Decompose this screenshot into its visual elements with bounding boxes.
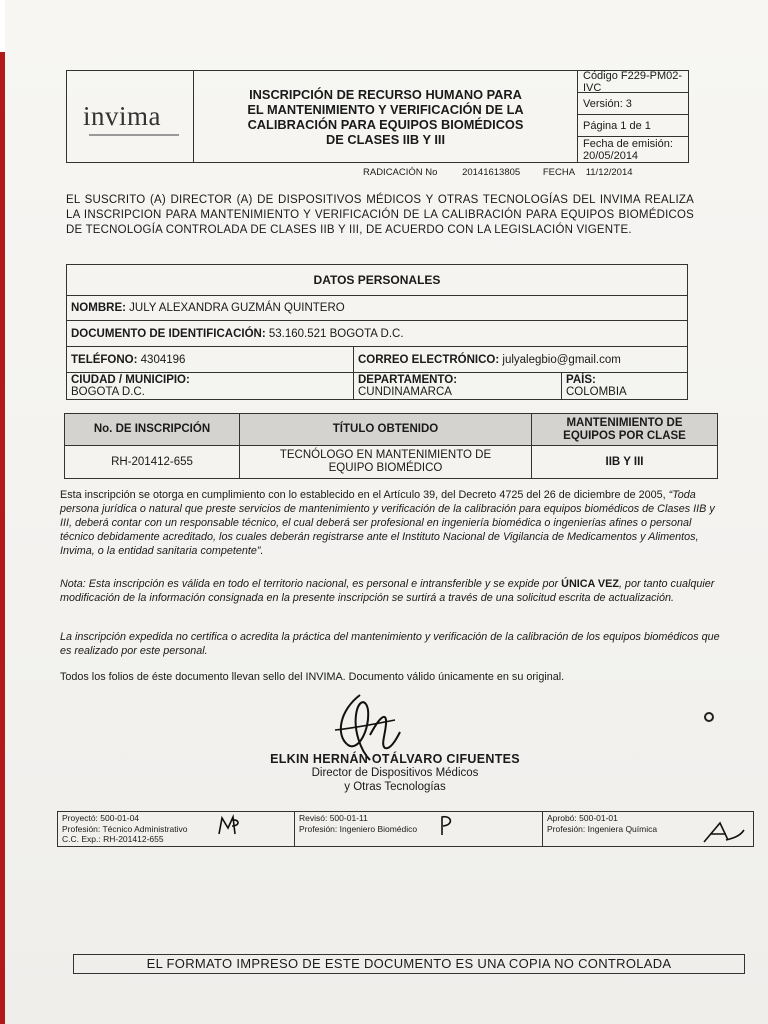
ciudad-value: BOGOTA D.C.	[71, 386, 145, 398]
invima-logo: invima	[83, 101, 161, 131]
signer-role-line1: Director de Dispositivos Médicos	[311, 767, 479, 779]
signer-block	[225, 752, 565, 794]
cell-clases: IIB Y III	[605, 455, 644, 468]
radicado-label: RADICACIÓN No	[363, 167, 438, 178]
nombre-label: NOMBRE:	[71, 302, 126, 314]
initials-mark-2	[436, 813, 456, 837]
departamento-label: DEPARTAMENTO:	[358, 374, 458, 386]
correo-label: CORREO ELECTRÓNICO:	[358, 354, 500, 366]
document-header	[66, 70, 689, 163]
articulo-lead: Esta inscripción se otorga en cumplimiento con lo establecido en el Artículo 39, del Decreto 4725 del 26 de diciembre de 2005,	[60, 489, 666, 501]
datos-heading: DATOS PERSONALES	[67, 265, 687, 296]
radicado-fecha-label: FECHA	[542, 167, 576, 178]
proyecto-line3: C.C. Exp.: RH-201412-655	[62, 834, 164, 844]
proyecto-cell	[58, 812, 295, 846]
nota-lead: Nota: Esta inscripción es válida en todo el territorio nacional, es personal e intransferible y se expide por	[60, 578, 559, 590]
contacto-row	[67, 347, 687, 373]
paragraph-certifica	[60, 630, 720, 658]
datos-personales-table	[66, 264, 688, 400]
certifica-text: La inscripción expedida no certifica o acredita la práctica del mantenimiento y verificación de la calibración de los equipos biomédicos que es realizado por este personal.	[60, 631, 720, 657]
paragraph-folios: Todos los folios de éste documento llevan sello del INVIMA. Documento válido únicamente en su original.	[60, 671, 565, 683]
approval-footer	[57, 811, 754, 847]
radicado-line	[363, 167, 641, 178]
title-cell	[194, 71, 578, 162]
reviso-line2: Profesión: Ingeniero Biomédico	[299, 823, 418, 834]
nombre-value: JULY ALEXANDRA GUZMÁN QUINTERO	[129, 302, 345, 314]
copy-notice: EL FORMATO IMPRESO DE ESTE DOCUMENTO ES UNA COPIA NO CONTROLADA	[73, 954, 745, 974]
paragraph-articulo	[60, 488, 720, 558]
version: Versión: 3	[578, 93, 688, 115]
pagina: Página 1 de 1	[578, 115, 688, 137]
nota-tail: , por tanto cualquier modificación de la información consignada en la presente inscripción se surtirá a través de una solicitud escrita de actualización.	[60, 578, 715, 604]
stain-mark	[702, 710, 716, 724]
pais-value: COLOMBIA	[566, 386, 627, 398]
logo-cell	[67, 71, 194, 162]
paragraph-nota	[60, 577, 720, 605]
reviso-cell	[295, 812, 543, 846]
radicado-number: 20141613805	[462, 167, 521, 178]
codigo: Código F229-PM02-IVC	[578, 71, 688, 93]
logo-underline	[89, 134, 179, 136]
signer-role-line2: y Otras Tecnologías	[344, 781, 446, 793]
col-header-titulo: TÍTULO OBTENIDO	[240, 414, 532, 446]
documento-row	[67, 321, 687, 347]
nombre-row	[67, 296, 687, 321]
signer-name: ELKIN HERNÁN OTÁLVARO CIFUENTES	[270, 752, 520, 766]
ciudad-label: CIUDAD / MUNICIPIO:	[71, 374, 190, 386]
pais-label: PAÍS:	[566, 374, 596, 386]
intro-paragraph: EL SUSCRITO (A) DIRECTOR (A) DE DISPOSITIVOS MÉDICOS Y OTRAS TECNOLOGÍAS DEL INVIMA REALIZA LA INSCRIPCION PARA MANTENIMIENTO Y VERIFICACIÓN DE LA CALIBRACIÓN PARA EQUIPOS BIOMÉDICOS DE TECNOLOGÍA CONTROLADA DE CLASES IIB Y III, DE ACUERDO CON LA LEGISLACIÓN VIGENTE.	[66, 194, 694, 236]
col-header-mantenimiento: MANTENIMIENTO DE EQUIPOS POR CLASE	[532, 414, 717, 446]
initials-mark-1	[216, 814, 242, 838]
cell-titulo: TECNÓLOGO EN MANTENIMIENTO DE EQUIPO BIOMÉDICO	[240, 446, 532, 478]
telefono-value: 4304196	[140, 354, 186, 366]
fecha-emision-label: Fecha de emisión:	[583, 138, 673, 150]
correo-value: julyalegbio@gmail.com	[502, 354, 621, 366]
initials-mark-3	[702, 820, 746, 846]
radicado-fecha: 11/12/2014	[585, 167, 633, 178]
document-title: INSCRIPCIÓN DE RECURSO HUMANO PARA EL MANTENIMIENTO Y VERIFICACIÓN DE LA CALIBRACIÓN PARA EQUIPOS BIOMÉDICOS DE CLASES IIB Y III	[247, 86, 524, 147]
cell-inscripcion: RH-201412-655	[65, 446, 240, 478]
documento-label: DOCUMENTO DE IDENTIFICACIÓN:	[71, 328, 266, 340]
aprobo-line1: Aprobó: 500-01-01	[547, 813, 618, 823]
departamento-value: CUNDINAMARCA	[358, 386, 452, 398]
nota-bold: ÚNICA VEZ	[561, 578, 619, 590]
telefono-label: TELÉFONO:	[71, 354, 138, 366]
meta-cell	[578, 71, 688, 162]
fecha-emision	[578, 137, 688, 162]
fecha-emision-value: 20/05/2014	[583, 150, 639, 162]
reviso-line1: Revisó: 500-01-11	[299, 813, 368, 823]
documento-value: 53.160.521 BOGOTA D.C.	[268, 328, 404, 340]
inscripcion-table	[64, 413, 718, 479]
proyecto-line2: Profesión: Técnico Administrativo	[62, 823, 188, 834]
col-header-inscripcion: No. DE INSCRIPCIÓN	[65, 414, 240, 446]
articulo-quote: “Toda persona jurídica o natural que preste servicios de mantenimiento y verificación de la calibración para equipos biomédicos de Clases IIB y III, deberá contar con un responsable técnico, el cual deberá ser profesional en ingeniería biomédica o ingenierías afines o personal técnico debidamente acreditado, los cuales deberán registrarse ante el Instituto Nacional de Vigilancia de Medicamentos y Alimentos, Invima, o la entidad sanitaria competente”.	[60, 489, 715, 557]
proyecto-line1: Proyectó: 500-01-04	[62, 813, 140, 823]
ubicacion-row	[67, 373, 687, 399]
aprobo-line2: Profesión: Ingeniera Química	[547, 823, 658, 834]
